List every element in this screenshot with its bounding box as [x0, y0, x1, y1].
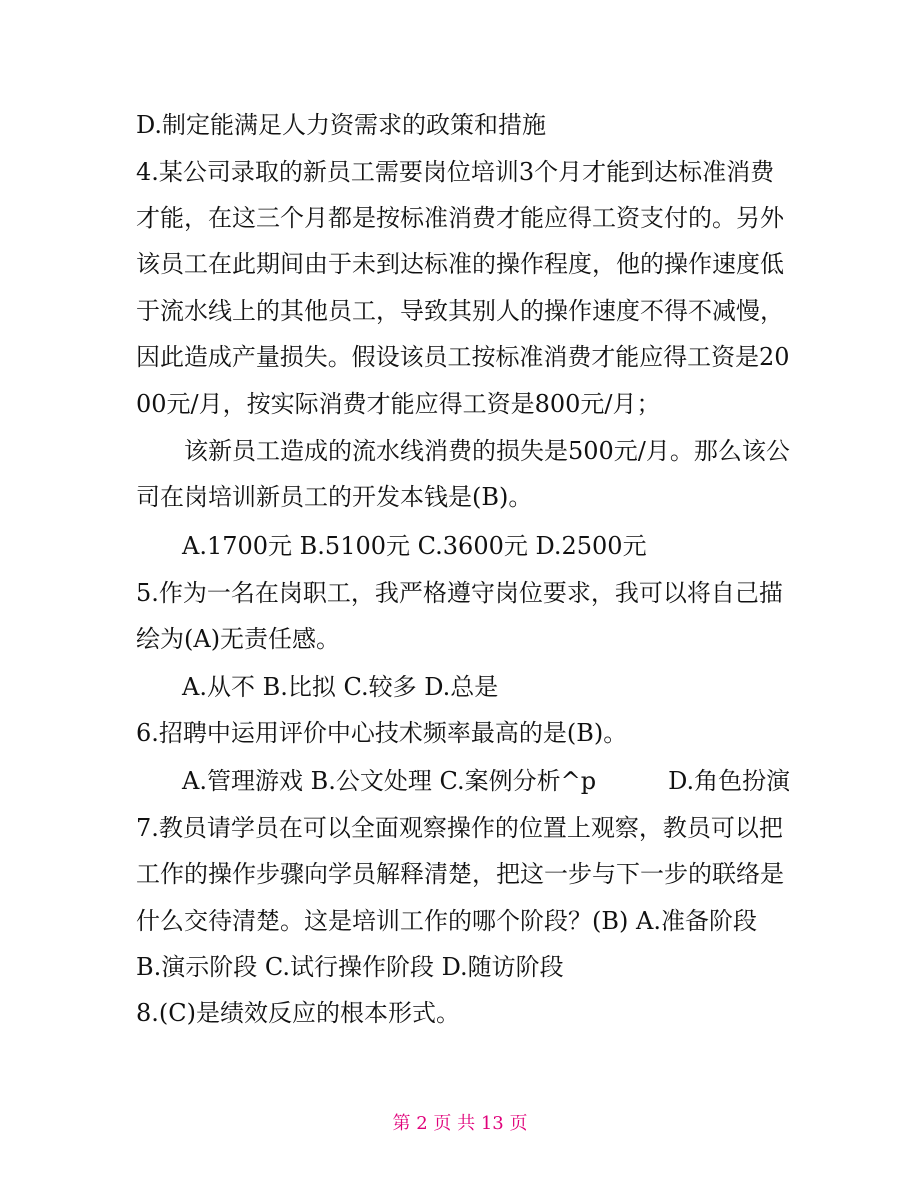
text-line-9: 司在岗培训新员工的开发本钱是(B)。 [136, 483, 533, 511]
text-line-19: B.演示阶段 C.试行操作阶段 D.随访阶段 [136, 953, 564, 981]
text-line-13: A.从不 B.比拟 C.较多 D.总是 [182, 673, 499, 701]
text-line-18: 什么交待清楚。这是培训工作的哪个阶段？(B) A.准备阶段 [136, 907, 757, 935]
text-line-7: 00元/月，按实际消费才能应得工资是800元/月； [136, 390, 661, 418]
text-line-4: 该员工在此期间由于未到达标准的操作程度，他的操作速度低 [136, 250, 784, 278]
text-line-14: 6.招聘中运用评价中心技术频率最高的是(B)。 [136, 719, 628, 747]
text-line-11: 5.作为一名在岗职工，我严格遵守岗位要求，我可以将自己描 [136, 579, 783, 607]
text-line-3: 才能，在这三个月都是按标准消费才能应得工资支付的。另外 [136, 204, 784, 232]
text-line-8: 该新员工造成的流水线消费的损失是500元/月。那么该公 [184, 437, 790, 465]
text-line-20: 8.(C)是绩效反应的根本形式。 [136, 999, 460, 1027]
text-line-1: D.制定能满足人力资需求的政策和措施 [136, 111, 547, 139]
text-line-5: 于流水线上的其他员工，导致其别人的操作速度不得不减慢， [136, 297, 784, 325]
text-line-6: 因此造成产量损失。假设该员工按标准消费才能应得工资是20 [136, 343, 790, 371]
text-line-12: 绘为(A)无责任感。 [136, 625, 341, 653]
text-line-15: A.管理游戏 B.公文处理 C.案例分析^p D.角色扮演 [182, 767, 791, 795]
page-number-footer: 第 2 页 共 13 页 [392, 1113, 528, 1134]
text-line-17: 工作的操作步骤向学员解释清楚，把这一步与下一步的联络是 [136, 860, 784, 888]
text-line-16: 7.教员请学员在可以全面观察操作的位置上观察，教员可以把 [136, 814, 783, 842]
text-line-10: A.1700元 B.5100元 C.3600元 D.2500元 [182, 532, 647, 560]
text-line-2: 4.某公司录取的新员工需要岗位培训3个月才能到达标准消费 [136, 158, 775, 186]
